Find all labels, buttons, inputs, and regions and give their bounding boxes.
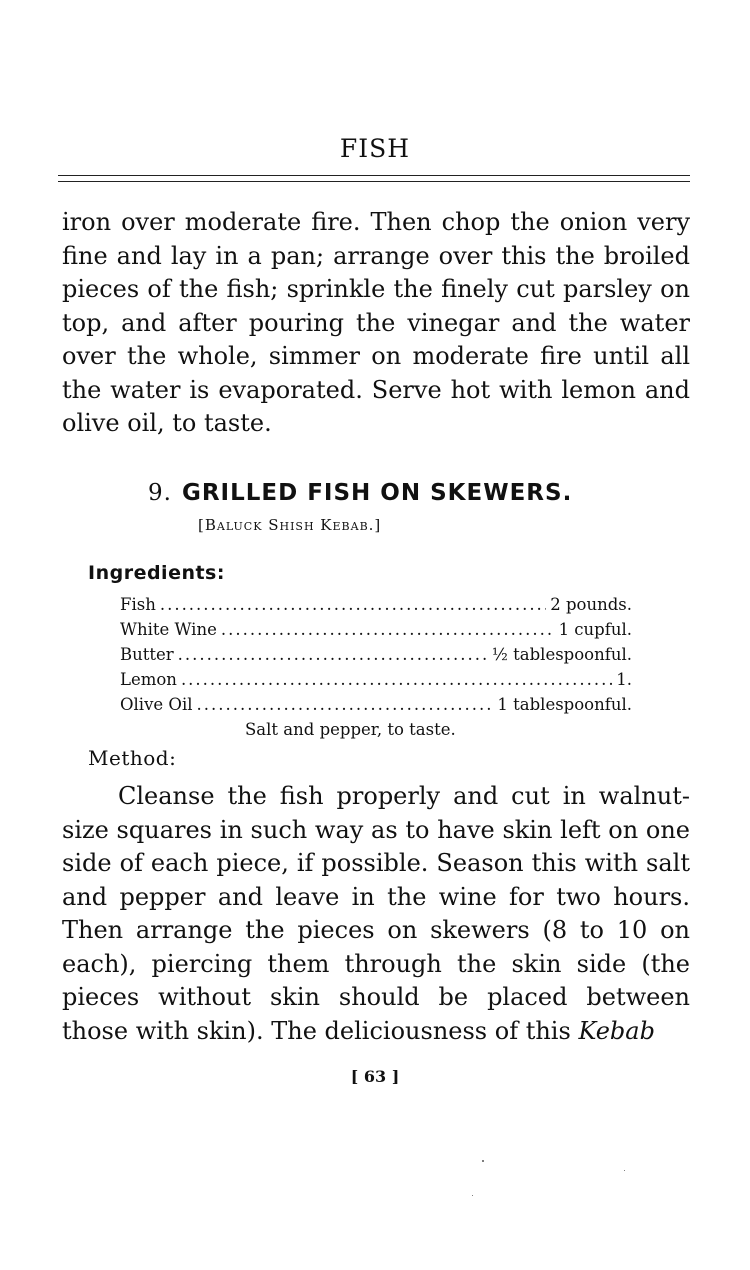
paper-speck — [482, 1160, 484, 1162]
method-italic-word: Kebab — [578, 1016, 655, 1045]
recipe-number: 9. — [148, 480, 172, 506]
page-number: [ 63 ] — [350, 1067, 400, 1086]
ingredient-quantity: 1 cupful. — [558, 620, 632, 639]
header-rule-top — [58, 175, 690, 176]
paper-speck — [624, 1170, 625, 1171]
ingredient-row — [120, 595, 632, 620]
paragraph-continuation: iron over moderate fire. Then chop the onion very fine and lay in a pan; arrange over this the broiled pieces of the fish; sprinkle the finely cut parsley on top, and after pouring the vinegar and the water over the whole, simmer on moderate fire until all the water is evaporated. Serve hot with lemon and olive oil, to taste. — [62, 208, 690, 437]
ingredients-list — [120, 595, 632, 720]
ingredients-label: Ingredients: — [88, 562, 225, 584]
recipe-title-text: GRILLED FISH ON SKEWERS. — [181, 480, 573, 506]
leader-dots — [197, 695, 494, 714]
leader-dots — [160, 595, 546, 614]
ingredient-row — [120, 620, 632, 645]
ingredient-quantity: ½ tablespoonful. — [491, 645, 632, 664]
running-head: FISH — [339, 134, 411, 163]
method-paragraph — [62, 780, 690, 1048]
ingredients-note: Salt and pepper, to taste. — [245, 720, 456, 739]
ingredient-name: Butter — [120, 645, 174, 664]
ingredient-name: White Wine — [120, 620, 217, 639]
ingredient-quantity: 1. — [616, 670, 632, 689]
ingredient-name: Lemon — [120, 670, 177, 689]
ingredient-name: Fish — [120, 595, 156, 614]
header-rule-bottom — [58, 181, 690, 182]
paper-speck — [472, 1195, 473, 1196]
leader-dots — [181, 670, 612, 689]
leader-dots — [221, 620, 555, 639]
method-label: Method: — [88, 746, 177, 770]
ingredient-row — [120, 670, 632, 695]
recipe-title — [148, 480, 572, 506]
ingredient-quantity: 2 pounds. — [550, 595, 632, 614]
ingredient-quantity: 1 tablespoonful. — [497, 695, 632, 714]
leader-dots — [178, 645, 488, 664]
ingredient-row — [120, 645, 632, 670]
ingredient-row — [120, 695, 632, 720]
method-text: Cleanse the fish properly and cut in walnut-size squares in such way as to have skin left on one side of each piece, if possible. Season this with salt and pepper and leave in the wine for two hours. Then arrange the pieces on skewers (8 to 10 on each), piercing them through the skin side (the pieces without skin should be placed between those with skin). The deliciousness of this — [62, 782, 690, 1045]
ingredient-name: Olive Oil — [120, 695, 193, 714]
recipe-subtitle: [Baluck Shish Kebab.] — [198, 516, 382, 534]
